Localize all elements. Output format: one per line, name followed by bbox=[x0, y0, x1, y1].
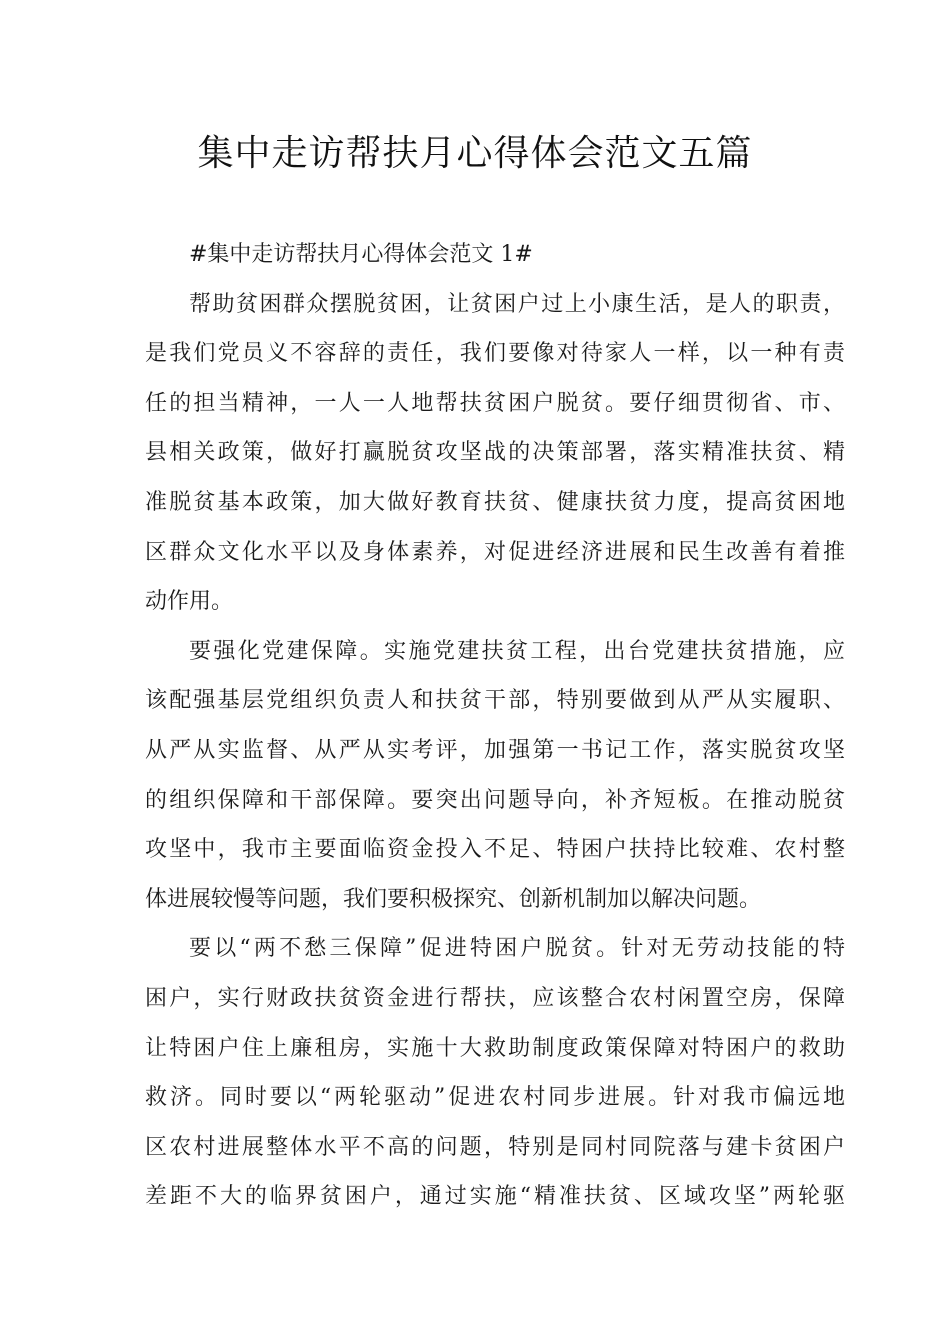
text-line: 要强化党建保障。实施党建扶贫工程，出台党建扶贫措施，应 bbox=[189, 638, 845, 664]
text-line: 准脱贫基本政策，加大做好教育扶贫、健康扶贫力度，提高贫困地 bbox=[145, 489, 845, 515]
text-line: 是我们党员义不容辞的责任，我们要像对待家人一样，以一种有责 bbox=[145, 341, 845, 367]
text-line: 区群众文化水平以及身体素养，对促进经济进展和民生改善有着推 bbox=[145, 539, 845, 565]
text-line: 救济。同时要以“两轮驱动”促进农村同步进展。针对我市偏远地 bbox=[145, 1085, 845, 1111]
text-line: 攻坚中，我市主要面临资金投入不足、特困户扶持比较难、农村整 bbox=[145, 837, 845, 863]
text-line: 从严从实监督、从严从实考评，加强第一书记工作，落实脱贫攻坚 bbox=[145, 737, 845, 763]
text-line: 任的担当精神，一人一人地帮扶贫困户脱贫。要仔细贯彻省、市、 bbox=[145, 390, 845, 416]
text-line: 体进展较慢等问题，我们要积极探究、创新机制加以解决问题。 bbox=[145, 886, 762, 912]
text-line: 差距不大的临界贫困户，通过实施“精准扶贫、区域攻坚”两轮驱 bbox=[145, 1184, 845, 1210]
text-line: 帮助贫困群众摆脱贫困，让贫困户过上小康生活，是人的职责， bbox=[189, 291, 845, 317]
text-line: 县相关政策，做好打赢脱贫攻坚战的决策部署，落实精准扶贫、精 bbox=[145, 440, 845, 466]
document-body bbox=[145, 230, 845, 1222]
text-line: 要以“两不愁三保障”促进特困户脱贫。针对无劳动技能的特 bbox=[189, 936, 845, 962]
text-line: 动作用。 bbox=[145, 589, 234, 615]
text-line: 的组织保障和干部保障。要突出问题导向，补齐短板。在推动脱贫 bbox=[145, 787, 845, 813]
text-line: 让特困户住上廉租房，实施十大救助制度政策保障对特困户的救助 bbox=[145, 1035, 845, 1061]
text-line: 该配强基层党组织负责人和扶贫干部，特别要做到从严从实履职、 bbox=[145, 688, 845, 714]
text-line: #集中走访帮扶月心得体会范文 1# bbox=[189, 242, 533, 267]
document-title: 集中走访帮扶月心得体会范文五篇 bbox=[197, 133, 753, 174]
text-line: 困户，实行财政扶贫资金进行帮扶，应该整合农村闲置空房，保障 bbox=[145, 985, 845, 1011]
text-line: 区农村进展整体水平不高的问题，特别是同村同院落与建卡贫困户 bbox=[145, 1134, 845, 1160]
